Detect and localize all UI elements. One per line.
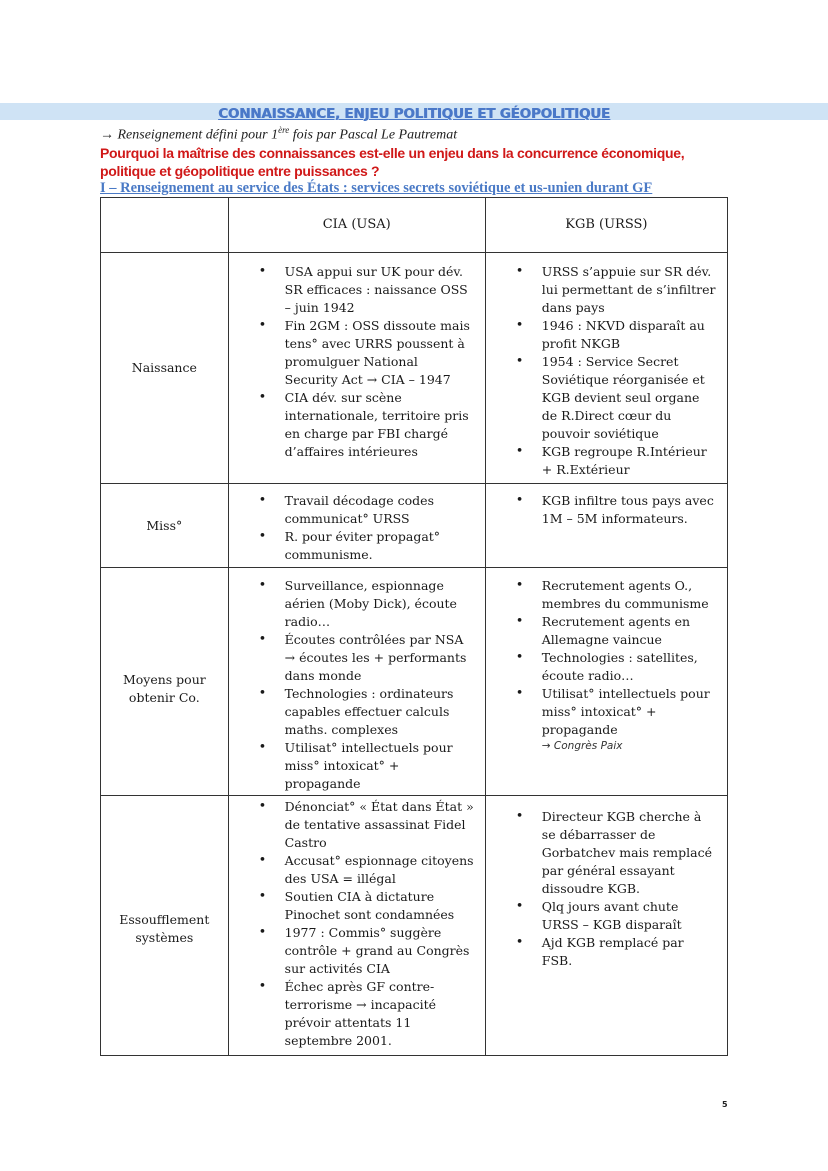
header-cia: CIA (USA) <box>228 198 485 253</box>
handwritten-note: → Congrès Paix <box>541 740 623 752</box>
list-item: • Technologies : satellites, écoute radio… <box>542 649 717 685</box>
list-item: • CIA dév. sur scène internationale, territoire pris en charge par FBI chargé d’affaires intérieures <box>285 389 475 461</box>
cia-list <box>229 484 485 564</box>
page-number: 5 <box>722 1100 728 1109</box>
list-item: • 1977 : Commis° suggère contrôle + grand au Congrès sur activités CIA <box>285 924 475 978</box>
cia-cell <box>228 253 485 484</box>
cia-list <box>229 796 485 1050</box>
list-item: • Qlq jours avant chute URSS – KGB disparaît <box>542 898 717 934</box>
header-empty <box>101 198 229 253</box>
comparison-table <box>100 197 728 1056</box>
cia-cell <box>228 796 485 1056</box>
table-row-moyens <box>101 568 728 796</box>
list-item: • 1954 : Service Secret Soviétique réorganisée et KGB devient seul organe de R.Direct cœur du pouvoir soviétique <box>542 353 717 443</box>
kgb-cell <box>485 568 727 796</box>
row-label <box>101 568 229 796</box>
list-item: • Soutien CIA à dictature Pinochet sont condamnées <box>285 888 475 924</box>
list-item: • Écoutes contrôlées par NSA → écoutes les + performants dans monde <box>285 631 475 685</box>
list-item: • Directeur KGB cherche à se débarrasser de Gorbatchev mais remplacé par général essayant dissoudre KGB. <box>542 808 717 898</box>
cia-cell <box>228 568 485 796</box>
table-header-row <box>101 198 728 253</box>
list-item: • Échec après GF contre-terrorisme → incapacité prévoir attentats 11 septembre 2001. <box>285 978 475 1050</box>
section-heading: I – Renseignement au service des États : services secrets soviétique et us-unien durant GF <box>100 180 653 196</box>
document-title: CONNAISSANCE, ENJEU POLITIQUE ET GÉOPOLITIQUE <box>218 106 610 122</box>
list-item: • Recrutement agents en Allemagne vaincue <box>542 613 717 649</box>
list-item: • URSS s’appuie sur SR dév. lui permettant de s’infiltrer dans pays <box>542 263 717 317</box>
header-kgb: KGB (URSS) <box>485 198 727 253</box>
cia-list <box>229 568 485 793</box>
kgb-cell <box>485 253 727 484</box>
list-item: • KGB infiltre tous pays avec 1M – 5M informateurs. <box>542 492 717 528</box>
table-row-essoufflement <box>101 796 728 1056</box>
table-row-mission <box>101 484 728 568</box>
kgb-cell <box>485 484 727 568</box>
arrow-icon: → <box>100 127 114 143</box>
list-item: • Surveillance, espionnage aérien (Moby Dick), écoute radio… <box>285 577 475 631</box>
cia-list <box>229 253 485 461</box>
kgb-list <box>486 568 727 739</box>
list-item: • Recrutement agents O., membres du communisme <box>542 577 717 613</box>
list-item: • KGB regroupe R.Intérieur + R.Extérieur <box>542 443 717 479</box>
row-label-line1: Moyens pour <box>122 672 206 687</box>
table-row-naissance <box>101 253 728 484</box>
row-label-line2: systèmes <box>135 930 194 945</box>
intro-text-before: Renseignement défini pour 1 <box>114 127 279 143</box>
list-item: • USA appui sur UK pour dév. SR efficaces : naissance OSS – juin 1942 <box>285 263 475 317</box>
cia-cell <box>228 484 485 568</box>
list-item: • Technologies : ordinateurs capables effectuer calculs maths. complexes <box>285 685 475 739</box>
intro-line <box>100 125 457 144</box>
kgb-list <box>486 796 727 970</box>
list-item: • Accusat° espionnage citoyens des USA = illégal <box>285 852 475 888</box>
kgb-list <box>486 484 727 528</box>
list-item: • Utilisat° intellectuels pour miss° intoxicat° + propagande <box>542 685 717 739</box>
list-item: • Dénonciat° « État dans État » de tentative assassinat Fidel Castro <box>285 798 475 852</box>
problem-question: Pourquoi la maîtrise des connaissances est-elle un enjeu dans la concurrence économique, politique et géopolitique entre puissances ? <box>100 145 685 179</box>
intro-superscript: ère <box>278 125 290 135</box>
kgb-list <box>486 253 727 479</box>
row-label-line2: obtenir Co. <box>128 690 200 705</box>
intro-text-after: fois par Pascal Le Pautremat <box>289 127 458 143</box>
row-label: Miss° <box>101 484 229 568</box>
list-item: • Ajd KGB remplacé par FSB. <box>542 934 717 970</box>
title-band <box>0 103 828 120</box>
list-item: • Travail décodage codes communicat° URSS <box>285 492 475 528</box>
row-label-line1: Essoufflement <box>119 912 210 927</box>
list-item: • 1946 : NKVD disparaît au profit NKGB <box>542 317 717 353</box>
row-label: Naissance <box>101 253 229 484</box>
list-item: • Fin 2GM : OSS dissoute mais tens° avec URRS poussent à promulguer National Security Act → CIA – 1947 <box>285 317 475 389</box>
list-item: • R. pour éviter propagat° communisme. <box>285 528 475 564</box>
kgb-cell <box>485 796 727 1056</box>
list-item: • Utilisat° intellectuels pour miss° intoxicat° + propagande <box>285 739 475 793</box>
row-label <box>101 796 229 1056</box>
